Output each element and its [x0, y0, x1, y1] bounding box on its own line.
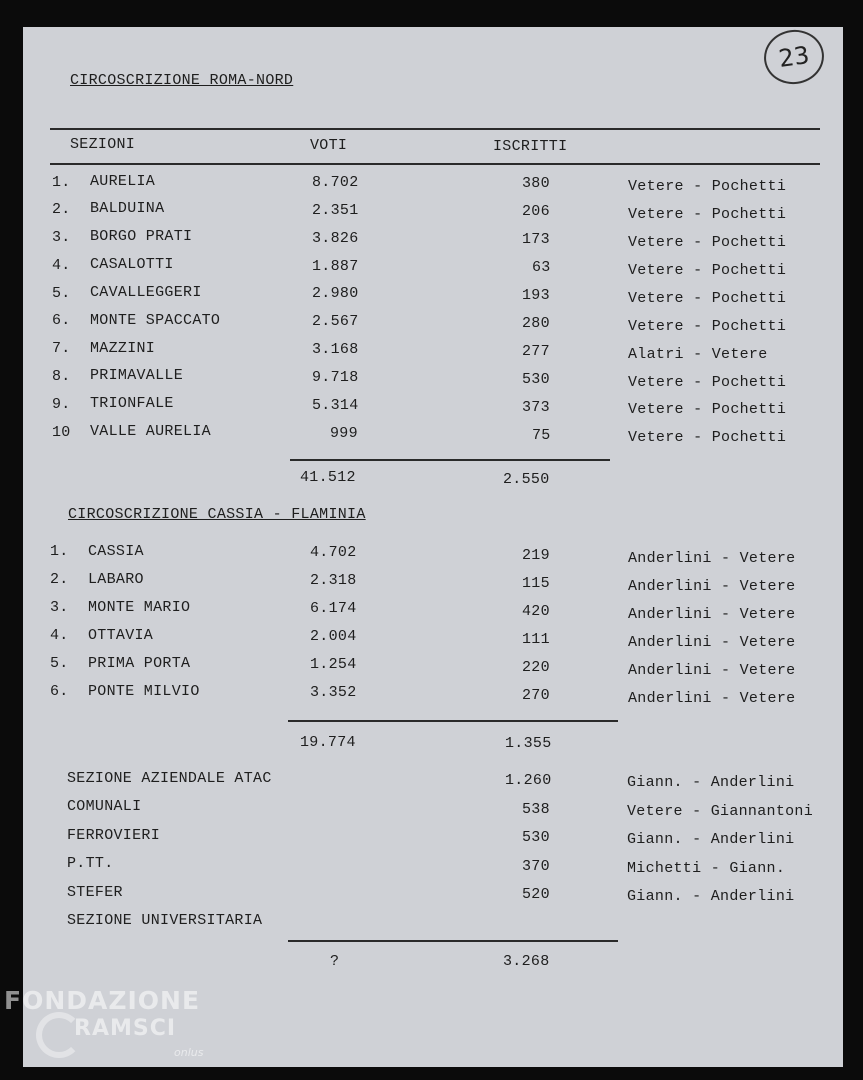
section-name: MAZZINI: [90, 340, 156, 357]
iscritti-value: 420: [522, 603, 550, 620]
iscritti-value: 530: [522, 829, 550, 846]
row-number: 3.: [50, 599, 69, 616]
row-number: 4.: [52, 257, 71, 274]
column-header-sezioni: SEZIONI: [70, 136, 136, 153]
iscritti-value: 111: [522, 631, 550, 648]
candidates-note: Alatri - Vetere: [628, 346, 768, 363]
row-number: 5.: [50, 655, 69, 672]
section-name: TRIONFALE: [90, 395, 174, 412]
header-rule-bottom: [50, 163, 820, 165]
iscritti-value: 538: [522, 801, 550, 818]
total-rule: [288, 940, 618, 942]
section-name: AURELIA: [90, 173, 156, 190]
candidates-note: Vetere - Pochetti: [628, 374, 787, 391]
section-name: BALDUINA: [90, 200, 165, 217]
candidates-note: Giann. - Anderlini: [627, 888, 795, 905]
header-rule-top: [50, 128, 820, 130]
candidates-note: Giann. - Anderlini: [627, 831, 795, 848]
section-name: SEZIONE UNIVERSITARIA: [67, 912, 263, 929]
voti-value: 3.352: [310, 684, 357, 701]
iscritti-value: 280: [522, 315, 550, 332]
voti-value: 5.314: [312, 397, 359, 414]
voti-value: 2.004: [310, 628, 357, 645]
section-name: BORGO PRATI: [90, 228, 193, 245]
voti-value: 4.702: [310, 544, 357, 561]
candidates-note: Vetere - Giannantoni: [627, 803, 814, 820]
row-number: 7.: [52, 340, 71, 357]
row-number: 3.: [52, 229, 71, 246]
candidates-note: Vetere - Pochetti: [628, 290, 787, 307]
iscritti-value: 220: [522, 659, 550, 676]
column-header-iscritti: ISCRITTI: [493, 138, 568, 155]
iscritti-value: 1.260: [505, 772, 552, 789]
row-number: 5.: [52, 285, 71, 302]
voti-value: 3.168: [312, 341, 359, 358]
candidates-note: Anderlini - Vetere: [628, 578, 796, 595]
watermark-line2: RAMSCI: [74, 1016, 177, 1041]
voti-value: 1.887: [312, 258, 359, 275]
section-name: CASALOTTI: [90, 256, 174, 273]
total-voti: 41.512: [300, 469, 356, 486]
iscritti-value: 63: [532, 259, 551, 276]
watermark-line3: onlus: [174, 1046, 204, 1059]
total-rule: [290, 459, 610, 461]
total-iscritti: 2.550: [503, 471, 550, 488]
iscritti-value: 193: [522, 287, 550, 304]
section-name: COMUNALI: [67, 798, 142, 815]
total-iscritti: 1.355: [505, 735, 552, 752]
row-number: 10: [52, 424, 71, 441]
candidates-note: Anderlini - Vetere: [628, 690, 796, 707]
voti-value: 2.318: [310, 572, 357, 589]
total-voti: 19.774: [300, 734, 356, 751]
row-number: 2.: [52, 201, 71, 218]
row-number: 4.: [50, 627, 69, 644]
total-rule: [288, 720, 618, 722]
candidates-note: Anderlini - Vetere: [628, 550, 796, 567]
section-name: STEFER: [67, 884, 123, 901]
section-name: FERROVIERI: [67, 827, 161, 844]
iscritti-value: 75: [532, 427, 551, 444]
iscritti-value: 373: [522, 399, 550, 416]
section-name: MONTE MARIO: [88, 599, 191, 616]
section-name: P.TT.: [67, 855, 114, 872]
section-title-cassia-flaminia: CIRCOSCRIZIONE CASSIA - FLAMINIA: [68, 506, 366, 523]
voti-value: 8.702: [312, 174, 359, 191]
section-name: OTTAVIA: [88, 627, 154, 644]
candidates-note: Vetere - Pochetti: [628, 429, 787, 446]
watermark-line1: FONDAZIONE: [4, 986, 201, 1015]
iscritti-value: 206: [522, 203, 550, 220]
row-number: 6.: [50, 683, 69, 700]
total-voti: ?: [330, 953, 340, 970]
section-title-roma-nord: CIRCOSCRIZIONE ROMA-NORD: [70, 72, 294, 89]
candidates-note: Michetti - Giann.: [627, 860, 786, 877]
voti-value: 2.567: [312, 313, 359, 330]
candidates-note: Vetere - Pochetti: [628, 401, 787, 418]
section-name: PONTE MILVIO: [88, 683, 200, 700]
section-name: CASSIA: [88, 543, 144, 560]
section-name: LABARO: [88, 571, 144, 588]
voti-value: 6.174: [310, 600, 357, 617]
voti-value: 1.254: [310, 656, 357, 673]
iscritti-value: 173: [522, 231, 550, 248]
section-name: MONTE SPACCATO: [90, 312, 221, 329]
row-number: 8.: [52, 368, 71, 385]
section-name: PRIMA PORTA: [88, 655, 191, 672]
iscritti-value: 270: [522, 687, 550, 704]
candidates-note: Vetere - Pochetti: [628, 178, 787, 195]
candidates-note: Vetere - Pochetti: [628, 234, 787, 251]
iscritti-value: 380: [522, 175, 550, 192]
row-number: 1.: [52, 174, 71, 191]
voti-value: 3.826: [312, 230, 359, 247]
voti-value: 999: [330, 425, 358, 442]
candidates-note: Vetere - Pochetti: [628, 262, 787, 279]
section-name: VALLE AURELIA: [90, 423, 211, 440]
iscritti-value: 115: [522, 575, 550, 592]
total-iscritti: 3.268: [503, 953, 550, 970]
row-number: 9.: [52, 396, 71, 413]
iscritti-value: 277: [522, 343, 550, 360]
iscritti-value: 530: [522, 371, 550, 388]
row-number: 6.: [52, 312, 71, 329]
candidates-note: Vetere - Pochetti: [628, 318, 787, 335]
section-name: CAVALLEGGERI: [90, 284, 202, 301]
candidates-note: Vetere - Pochetti: [628, 206, 787, 223]
candidates-note: Giann. - Anderlini: [627, 774, 795, 791]
voti-value: 2.351: [312, 202, 359, 219]
voti-value: 9.718: [312, 369, 359, 386]
candidates-note: Anderlini - Vetere: [628, 606, 796, 623]
row-number: 1.: [50, 543, 69, 560]
section-name: PRIMAVALLE: [90, 367, 184, 384]
column-header-voti: VOTI: [310, 137, 348, 154]
iscritti-value: 219: [522, 547, 550, 564]
candidates-note: Anderlini - Vetere: [628, 634, 796, 651]
iscritti-value: 520: [522, 886, 550, 903]
voti-value: 2.980: [312, 285, 359, 302]
row-number: 2.: [50, 571, 69, 588]
candidates-note: Anderlini - Vetere: [628, 662, 796, 679]
section-name: SEZIONE AZIENDALE ATAC: [67, 770, 272, 787]
iscritti-value: 370: [522, 858, 550, 875]
page-number: 23: [761, 26, 828, 88]
